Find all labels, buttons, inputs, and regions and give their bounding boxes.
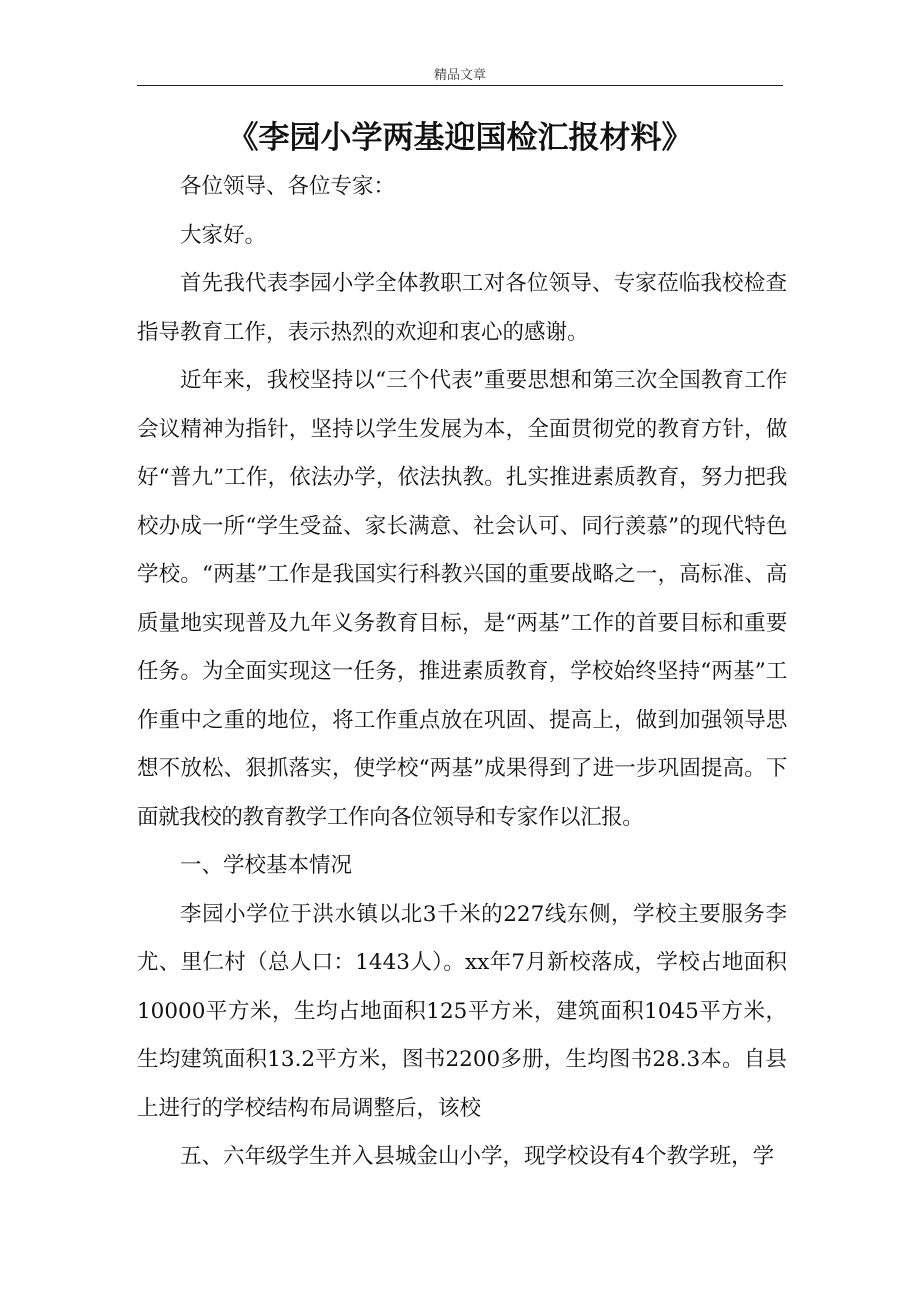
greeting: 大家好。 xyxy=(180,222,267,248)
page-header-label: 精品文章 xyxy=(433,68,486,83)
document-body xyxy=(137,163,787,1182)
paragraph-overview: 近年来，我校坚持以“三个代表”重要思想和第三次全国教育工作会议精神为指针，坚持以学生发展为本，全面贯彻党的教育方针，做好“普九”工作，依法办学，依法执教。扎实推进素质教育，努力把我校办成一所“学生受益、家长满意、社会认可、同行羡慕”的现代特色学校。“两基”工作是我国实行科教兴国的重要战略之一，高标准、高质量地实现普及九年义务教育目标，是“两基”工作的首要目标和重要任务。为全面实现这一任务，推进素质教育，学校始终坚持“两基”工作重中之重的地位，将工作重点放在巩固、提高上，做到加强领导思想不放松、狠抓落实，使学校“两基”成果得到了进一步巩固提高。下面就我校的教育教学工作向各位领导和专家作以汇报。 xyxy=(137,368,787,830)
section-heading-basic-info: 一、学校基本情况 xyxy=(180,853,353,878)
header-divider xyxy=(137,85,783,86)
paragraph-welcome: 首先我代表李园小学全体教职工对各位领导、专家莅临我校检查指导教育工作，表示热烈的欢迎和衷心的感谢。 xyxy=(137,271,787,345)
document-title: 《李园小学两基迎国检汇报材料》 xyxy=(227,120,693,156)
paragraph-school-info: 李园小学位于洪水镇以北3千米的227线东侧，学校主要服务李尤、里仁村（总人口：1443人）。xx年7月新校落成，学校占地面积10000平方米，生均占地面积125平方米，建筑面积1045平方米，生均建筑面积13.2平方米，图书2200多册，生均图书28.3本。自县上进行的学校结构布局调整后，该校 xyxy=(137,901,787,1121)
salutation: 各位领导、各位专家： xyxy=(180,174,396,199)
paragraph-continuation: 五、六年级学生并入县城金山小学，现学校设有4个教学班，学 xyxy=(180,1144,775,1169)
